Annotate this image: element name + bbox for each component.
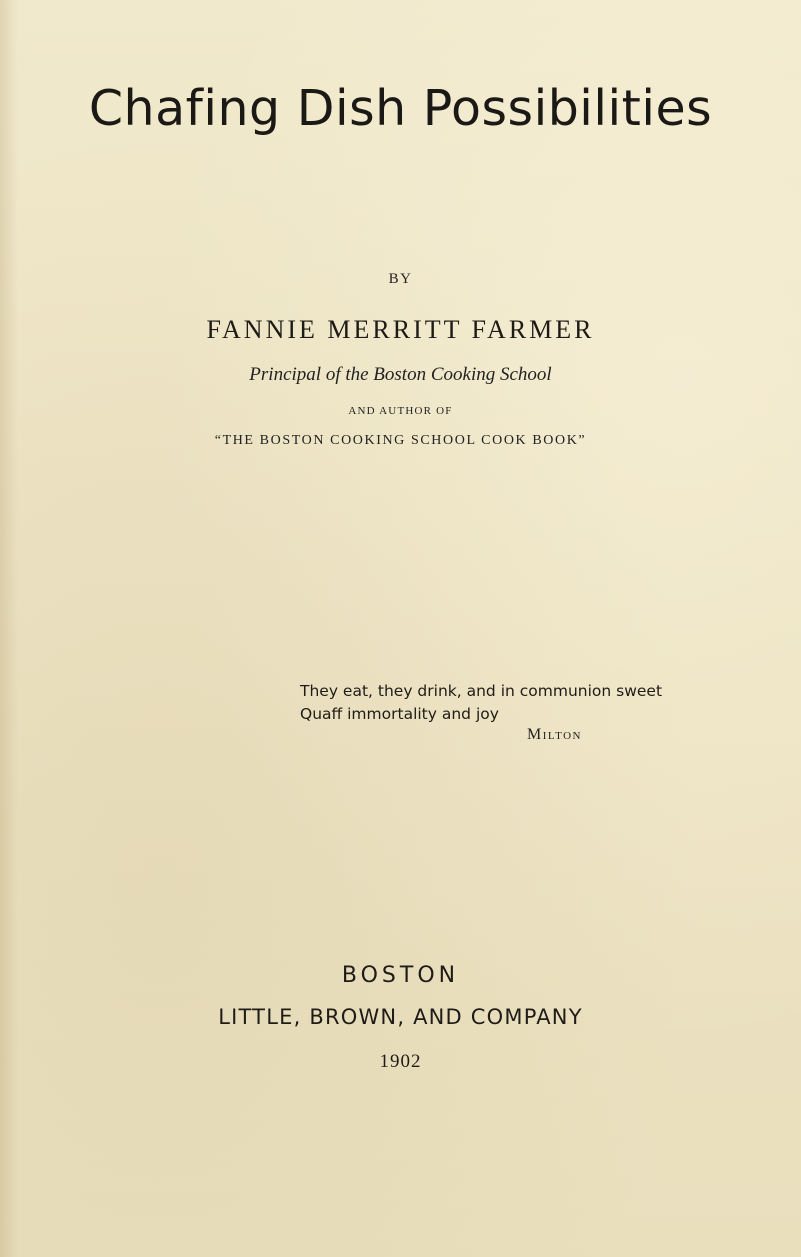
by-line: BY (388, 271, 413, 287)
imprint-year: 1902 (379, 1051, 422, 1072)
and-author-of: AND AUTHOR OF (348, 405, 453, 417)
author-position: Principal of the Boston Cooking School (249, 364, 552, 385)
epigraph-line: Quaff immortality and joy (300, 705, 499, 723)
other-work-title: “THE BOSTON COOKING SCHOOL COOK BOOK” (214, 433, 587, 448)
author-name: FANNIE MERRITT FARMER (206, 315, 595, 344)
epigraph (300, 680, 662, 726)
imprint-city: BOSTON (341, 963, 460, 988)
epigraph-attribution: Milton (526, 726, 582, 743)
imprint-publisher: LITTLE, BROWN, AND COMPANY (218, 1005, 583, 1029)
book-title: Chafing Dish Possibilities (88, 80, 713, 137)
epigraph-line: They eat, they drink, and in communion sweet (300, 682, 663, 700)
